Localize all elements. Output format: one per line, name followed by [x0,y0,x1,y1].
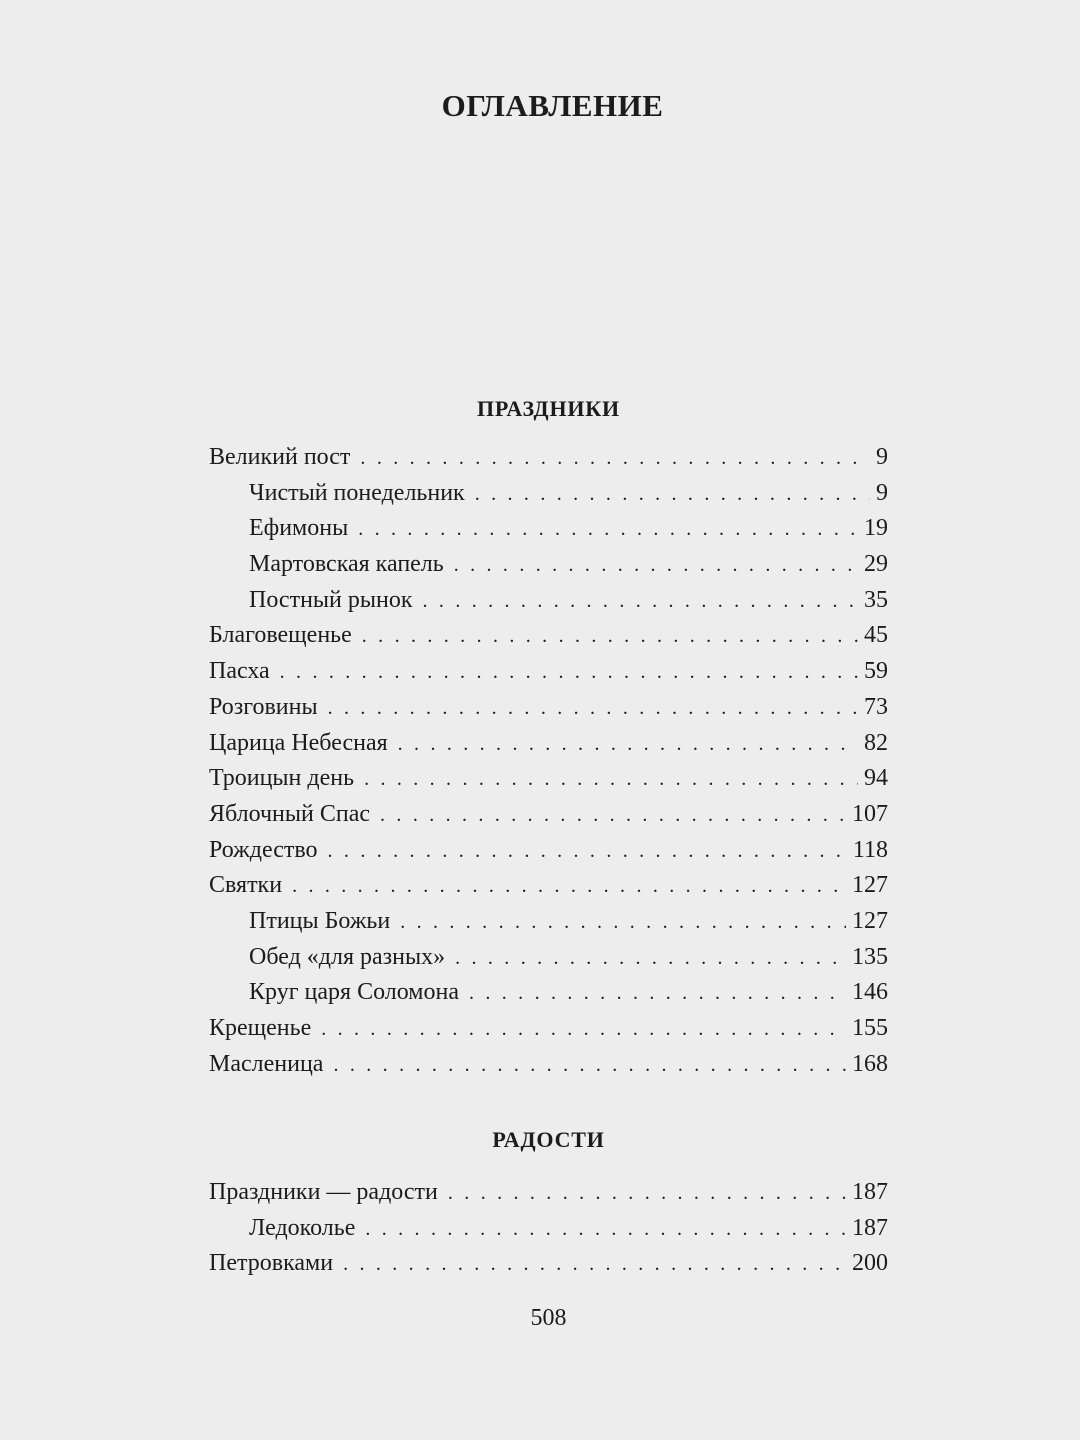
toc-entry-page: 19 [864,515,888,542]
toc-entry-page: 73 [864,693,888,720]
toc-entry-page: 45 [864,622,888,649]
toc-entry-page: 187 [852,1214,888,1241]
toc-entry [209,547,888,583]
toc-entry-title: Праздники — радости [209,1179,438,1205]
toc-entry-page: 135 [852,943,888,970]
toc-entry-page: 127 [852,872,888,899]
dot-leader [454,548,858,584]
toc-entry-title: Птицы Божьи [249,907,391,934]
toc-entry-title: Яблочный Спас [209,800,371,827]
dot-leader [475,477,870,513]
dot-leader [321,1012,846,1048]
dot-leader [328,691,858,727]
toc-entry-page: 94 [864,765,888,792]
toc-entry-title: Розговины [209,693,318,720]
dot-leader [343,1247,846,1283]
toc-entry [209,797,888,833]
dot-leader [358,512,858,548]
toc-entry-title: Рождество [209,836,318,863]
toc-entry-page: 35 [864,586,888,613]
toc-entry [209,583,888,619]
toc-entry [209,975,888,1011]
toc-entry [209,868,888,904]
dot-leader [280,655,858,691]
toc-entry-page: 9 [876,444,888,470]
dot-leader [455,941,846,977]
toc-entry-page: 187 [852,1179,888,1205]
dot-leader [292,869,846,905]
toc-entry [209,1047,888,1083]
toc-entry-page: 118 [852,836,888,863]
toc-entry-page: 155 [852,1015,888,1041]
toc-entry [209,1175,888,1211]
toc-entry-page: 168 [852,1050,888,1077]
toc-entry [209,1246,888,1282]
toc-entry-page: 127 [852,907,888,934]
toc-entry-title: Масленица [209,1050,324,1077]
section-title-joys: РАДОСТИ [492,1127,605,1152]
page-title: ОГЛАВЛЕНИЕ [441,88,664,123]
toc-entry-page: 82 [864,729,888,756]
dot-leader [364,762,858,798]
section-title-holidays: ПРАЗДНИКИ [477,396,620,421]
toc-entry-page: 146 [852,979,888,1006]
toc-entry-title: Троицын день [209,765,355,792]
page-number: 508 [530,1305,567,1331]
toc-entry-page: 29 [864,551,888,578]
toc-entry [209,511,888,547]
toc-list-joys [209,1175,888,1282]
toc-entry-title: Крещенье [209,1015,312,1041]
toc-entry-title: Постный рынок [249,586,413,613]
toc-entry-title: Ефимоны [249,515,349,542]
toc-entry-title: Мартовская капель [249,551,444,578]
toc-entry-title: Чистый понедельник [249,479,465,506]
toc-entry [209,761,888,797]
toc-entry-title: Обед «для разных» [249,943,446,970]
dot-leader [333,1048,846,1084]
toc-entry-title: Благовещенье [209,622,352,649]
toc-entry [209,904,888,940]
dot-leader [469,976,846,1012]
dot-leader [380,798,846,834]
dot-leader [365,1212,846,1248]
toc-entry [209,476,888,512]
dot-leader [448,1176,846,1212]
toc-entry [209,440,888,476]
toc-entry [209,690,888,726]
toc-entry [209,833,888,869]
dot-leader [362,619,858,655]
toc-entry-title: Царица Небесная [209,729,388,756]
toc-entry-title: Пасха [209,658,270,685]
dot-leader [328,834,847,870]
toc-entry [209,654,888,690]
toc-entry-title: Ледоколье [249,1214,356,1241]
toc-entry-page: 59 [864,658,888,685]
toc-entry-title: Святки [209,872,283,899]
toc-entry [209,618,888,654]
toc-entry-page: 200 [852,1250,888,1277]
toc-entry [209,1011,888,1047]
dot-leader [400,905,846,941]
toc-entry-page: 107 [852,800,888,827]
toc-entry-page: 9 [876,479,888,506]
toc-entry [209,1211,888,1247]
dot-leader [423,584,858,620]
dot-leader [398,727,858,763]
toc-entry-title: Петровками [209,1250,334,1277]
toc-list-holidays [209,440,888,1082]
toc-entry [209,726,888,762]
dot-leader [360,441,870,477]
toc-entry [209,940,888,976]
toc-entry-title: Великий пост [209,444,351,470]
toc-entry-title: Круг царя Соломона [249,979,459,1006]
